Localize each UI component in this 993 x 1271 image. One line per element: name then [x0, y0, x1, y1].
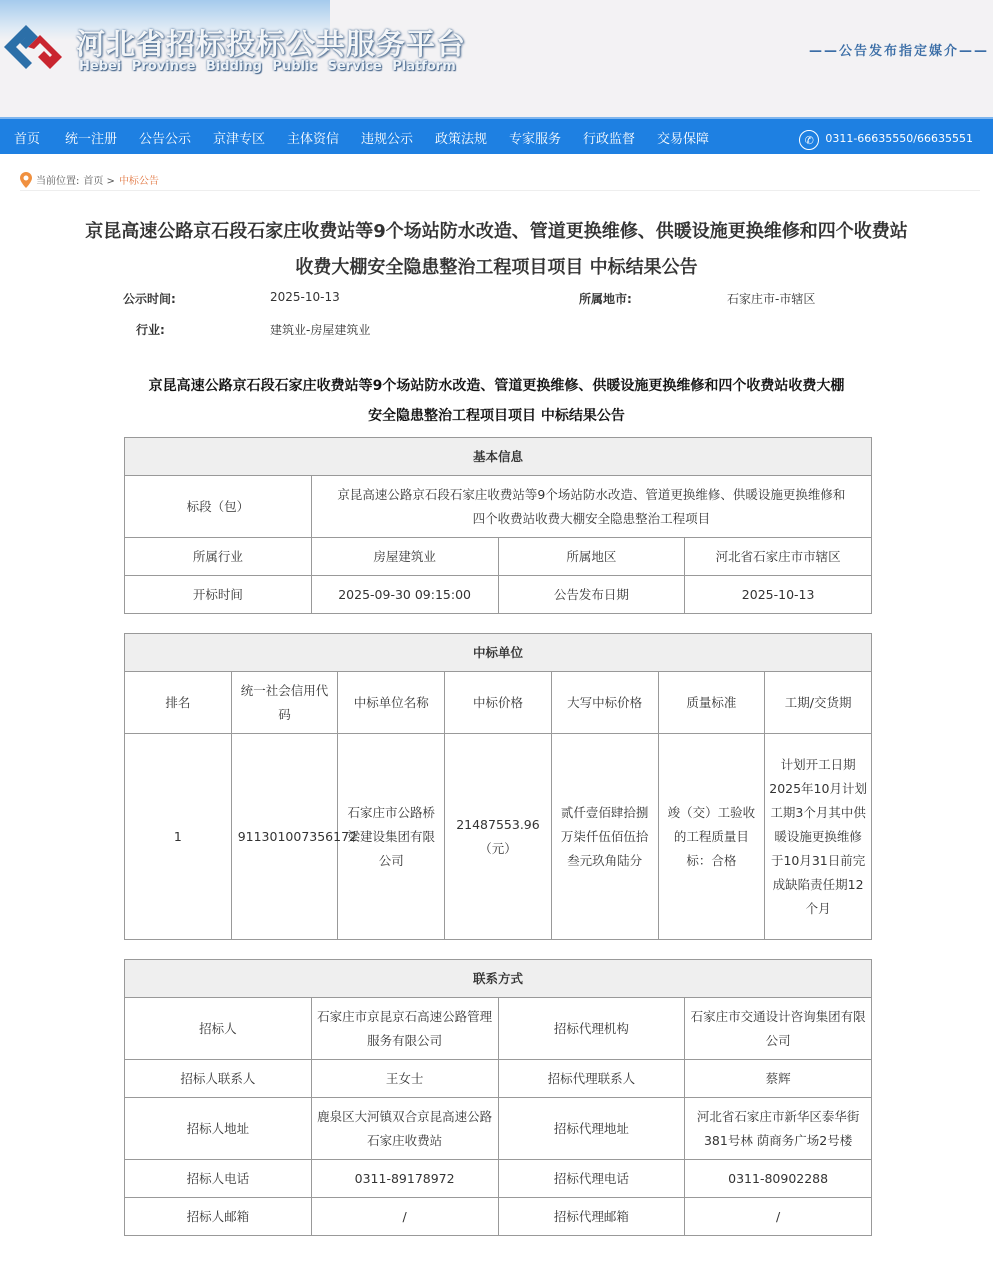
- cell-label: 招标人邮箱: [125, 1198, 312, 1236]
- cell-label: 标段（包）: [125, 476, 312, 538]
- breadcrumb: [20, 169, 980, 191]
- platform-logo-icon[interactable]: [2, 22, 66, 72]
- cell-label: 招标人联系人: [125, 1060, 312, 1098]
- contact-heading: 联系方式: [125, 960, 872, 998]
- credit-code: 911301007356172: [231, 734, 338, 940]
- col-header: 工期/交货期: [765, 672, 872, 734]
- winner-price: 21487553.96（元）: [445, 734, 552, 940]
- content-title-line: 安全隐患整治工程项目项目 中标结果公告: [368, 408, 625, 424]
- region-value: 石家庄市-市辖区: [727, 292, 816, 306]
- cell-value: 河北省石家庄市新华区泰华街381号林 荫商务广场2号楼: [685, 1098, 872, 1160]
- breadcrumb-home[interactable]: 首页 >: [83, 176, 115, 187]
- industry-label: 行业:: [136, 323, 165, 337]
- cell-value: /: [311, 1198, 498, 1236]
- col-header: 大写中标价格: [551, 672, 658, 734]
- site-header: [0, 0, 993, 117]
- cell-value: 房屋建筑业: [311, 538, 498, 576]
- winner-name: 石家庄市公路桥梁建设集团有限公司: [338, 734, 445, 940]
- basic-info-heading: 基本信息: [125, 438, 872, 476]
- content-title: [110, 371, 883, 431]
- col-header: 中标价格: [445, 672, 552, 734]
- breadcrumb-current[interactable]: 中标公告: [118, 176, 159, 187]
- page-title: [20, 214, 973, 286]
- cell-label: 招标代理地址: [498, 1098, 685, 1160]
- col-header: 质量标准: [658, 672, 765, 734]
- hotline-number: 0311-66635550/66635551: [825, 131, 973, 145]
- period: 计划开工日期2025年10月计划工期3个月其中供暖设施更换维修于10月31日前完成缺陷责任期12个月: [765, 734, 872, 940]
- cell-value: 石家庄市京昆京石高速公路管理服务有限公司: [311, 998, 498, 1060]
- cell-label: 招标人电话: [125, 1160, 312, 1198]
- region-label: 所属地市:: [579, 292, 632, 306]
- nav-supervision[interactable]: 行政监督: [583, 132, 636, 147]
- nav-credit[interactable]: 主体资信: [287, 132, 340, 147]
- nav-policy[interactable]: 政策法规: [435, 132, 488, 147]
- slogan: ——公告发布指定媒介——: [808, 44, 989, 59]
- nav-violations[interactable]: 违规公示: [361, 132, 414, 147]
- nav-jingjin[interactable]: 京津专区: [213, 132, 266, 147]
- cell-label: 公告发布日期: [498, 576, 685, 614]
- site-subtitle: Hebei Province Bidding Public Service Platform: [79, 59, 456, 74]
- cell-label: 招标代理邮箱: [498, 1198, 685, 1236]
- cell-label: 招标人: [125, 998, 312, 1060]
- cell-label: 所属行业: [125, 538, 312, 576]
- cell-label: 招标代理机构: [498, 998, 685, 1060]
- col-header: 排名: [125, 672, 232, 734]
- time-value: 2025-10-13: [270, 290, 340, 304]
- cell-value: 0311-89178972: [311, 1160, 498, 1198]
- content-title-line: 京昆高速公路京石段石家庄收费站等9个场站防水改造、管道更换维修、供暖设施更换维修和四个收费站收费大棚: [148, 378, 845, 394]
- cell-value: /: [685, 1198, 872, 1236]
- title-line: 京昆高速公路京石段石家庄收费站等9个场站防水改造、管道更换维修、供暖设施更换维修和四个收费站: [85, 221, 908, 242]
- cell-label: 所属地区: [498, 538, 685, 576]
- nav-announcements[interactable]: 公告公示: [139, 132, 192, 147]
- cell-label: 招标人地址: [125, 1098, 312, 1160]
- cell-value: 蔡辉: [685, 1060, 872, 1098]
- time-label: 公示时间:: [123, 292, 176, 306]
- basic-info-table: [124, 437, 872, 614]
- cell-value: 石家庄市交通设计咨询集团有限公司: [685, 998, 872, 1060]
- title-line: 收费大棚安全隐患整治工程项目项目 中标结果公告: [295, 257, 698, 278]
- contact-table: [124, 959, 872, 1236]
- rank: 1: [125, 734, 232, 940]
- cell-value: 2025-09-30 09:15:00: [311, 576, 498, 614]
- nav-guarantee[interactable]: 交易保障: [657, 132, 710, 147]
- cell-value: 王女士: [311, 1060, 498, 1098]
- nav-register[interactable]: 统一注册: [65, 132, 118, 147]
- cell-label: 招标代理联系人: [498, 1060, 685, 1098]
- cell-section: 京昆高速公路京石段石家庄收费站等9个场站防水改造、管道更换维修、供暖设施更换维修和 四个收费站收费大棚安全隐患整治工程项目: [311, 476, 871, 538]
- cell-label: 开标时间: [125, 576, 312, 614]
- cell-value: 鹿泉区大河镇双合京昆高速公路石家庄收费站: [311, 1098, 498, 1160]
- hotline: [799, 126, 973, 150]
- col-header: 统一社会信用代码: [231, 672, 338, 734]
- winner-heading: 中标单位: [125, 634, 872, 672]
- main-nav: [0, 117, 993, 154]
- cell-value: 0311-80902288: [685, 1160, 872, 1198]
- nav-home[interactable]: 首页: [14, 132, 41, 147]
- nav-experts[interactable]: 专家服务: [509, 132, 562, 147]
- location-pin-icon: [20, 172, 32, 188]
- table-row: [125, 734, 872, 940]
- breadcrumb-label: 当前位置:: [36, 176, 80, 187]
- winner-table: [124, 633, 872, 940]
- cell-label: 招标代理电话: [498, 1160, 685, 1198]
- cell-value: 河北省石家庄市市辖区: [685, 538, 872, 576]
- winner-price-upper: 贰仟壹佰肆拾捌万柒仟伍佰伍拾叁元玖角陆分: [551, 734, 658, 940]
- col-header: 中标单位名称: [338, 672, 445, 734]
- industry-value: 建筑业-房屋建筑业: [270, 323, 371, 337]
- quality: 竣（交）工验收的工程质量目标：合格: [658, 734, 765, 940]
- site-title: 河北省招标投标公共服务平台: [76, 27, 467, 61]
- phone-icon: ✆: [799, 130, 819, 150]
- cell-value: 2025-10-13: [685, 576, 872, 614]
